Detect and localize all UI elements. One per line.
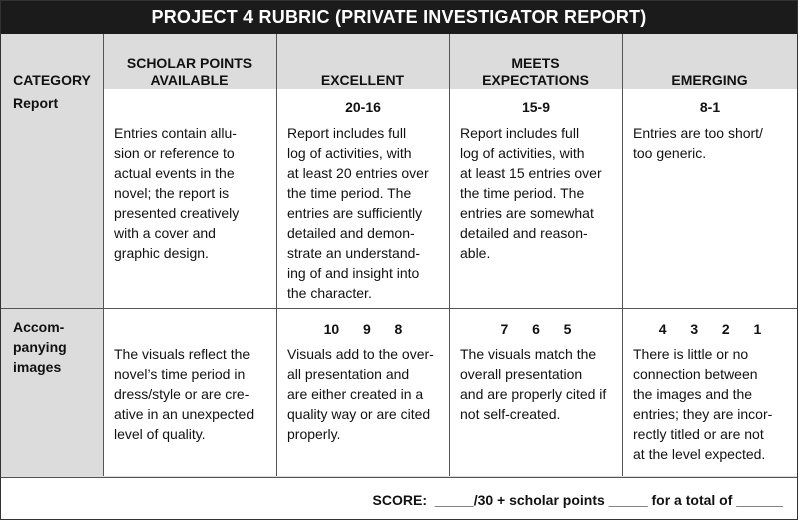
- header-meets-expectations: MEETS EXPECTATIONS: [482, 55, 589, 88]
- points-label: 7 6 5: [500, 321, 572, 337]
- cell-text: Report includes full log of activities, with at least 15 entries over the time period. The entries are somewhat detailed and reason- able.: [460, 125, 602, 261]
- header-scholar-points: SCHOLAR POINTS AVAILABLE: [126, 55, 253, 88]
- cell-images-emerging: [623, 309, 797, 476]
- points-label: 20-16: [345, 99, 381, 115]
- points-label: 8-1: [699, 99, 721, 115]
- column-divider: [622, 34, 623, 476]
- score-bar: [1, 477, 797, 520]
- cell-report-emerging: [623, 89, 797, 308]
- column-divider: [449, 34, 450, 476]
- cell-text: There is little or no connection between the images and the entries; they are incor- rectly titled or are not at the level expected.: [633, 346, 773, 462]
- column-divider: [103, 34, 104, 476]
- cell-report-scholar: [104, 89, 276, 308]
- cell-images-excellent: [277, 309, 449, 476]
- cell-text: Visuals add to the over- all presentation and are either created in a quality way or are cited properly.: [287, 346, 434, 442]
- cell-report-meets: [450, 89, 622, 308]
- header-emerging: EMERGING: [671, 72, 748, 88]
- cell-report-excellent: [277, 89, 449, 308]
- rubric-title: PROJECT 4 RUBRIC (PRIVATE INVESTIGATOR REPORT): [1, 1, 797, 34]
- row-label-accompanying-images: Accom- panying images: [13, 319, 67, 375]
- column-divider: [276, 34, 277, 476]
- header-excellent: EXCELLENT: [320, 72, 405, 88]
- cell-text: Entries contain allu- sion or reference to actual events in the novel; the report is presented creatively with a cover and graphic design.: [114, 125, 240, 261]
- points-label: 15-9: [521, 99, 551, 115]
- points-label: 10 9 8: [323, 321, 403, 337]
- points-label: 4 3 2 1: [658, 321, 762, 337]
- row-label-report: Report: [13, 95, 59, 111]
- cell-text: The visuals reflect the novel’s time period in dress/style or are cre- ative in an unexpected level of quality.: [114, 346, 255, 442]
- cell-text: Entries are too short/ too generic.: [633, 125, 763, 161]
- cell-images-scholar: [104, 309, 276, 476]
- cell-text: Report includes full log of activities, with at least 20 entries over the time period. The entries are sufficiently detailed and demon- strate an understand- ing of and insight into the character.: [287, 125, 429, 301]
- cell-text: The visuals match the overall presentation and are properly cited if not self-created.: [460, 346, 607, 422]
- cell-images-meets: [450, 309, 622, 476]
- score-line: SCORE: _____/30 + scholar points _____ for a total of ______: [372, 492, 783, 508]
- header-category: CATEGORY: [13, 72, 91, 88]
- row-divider: [1, 308, 797, 309]
